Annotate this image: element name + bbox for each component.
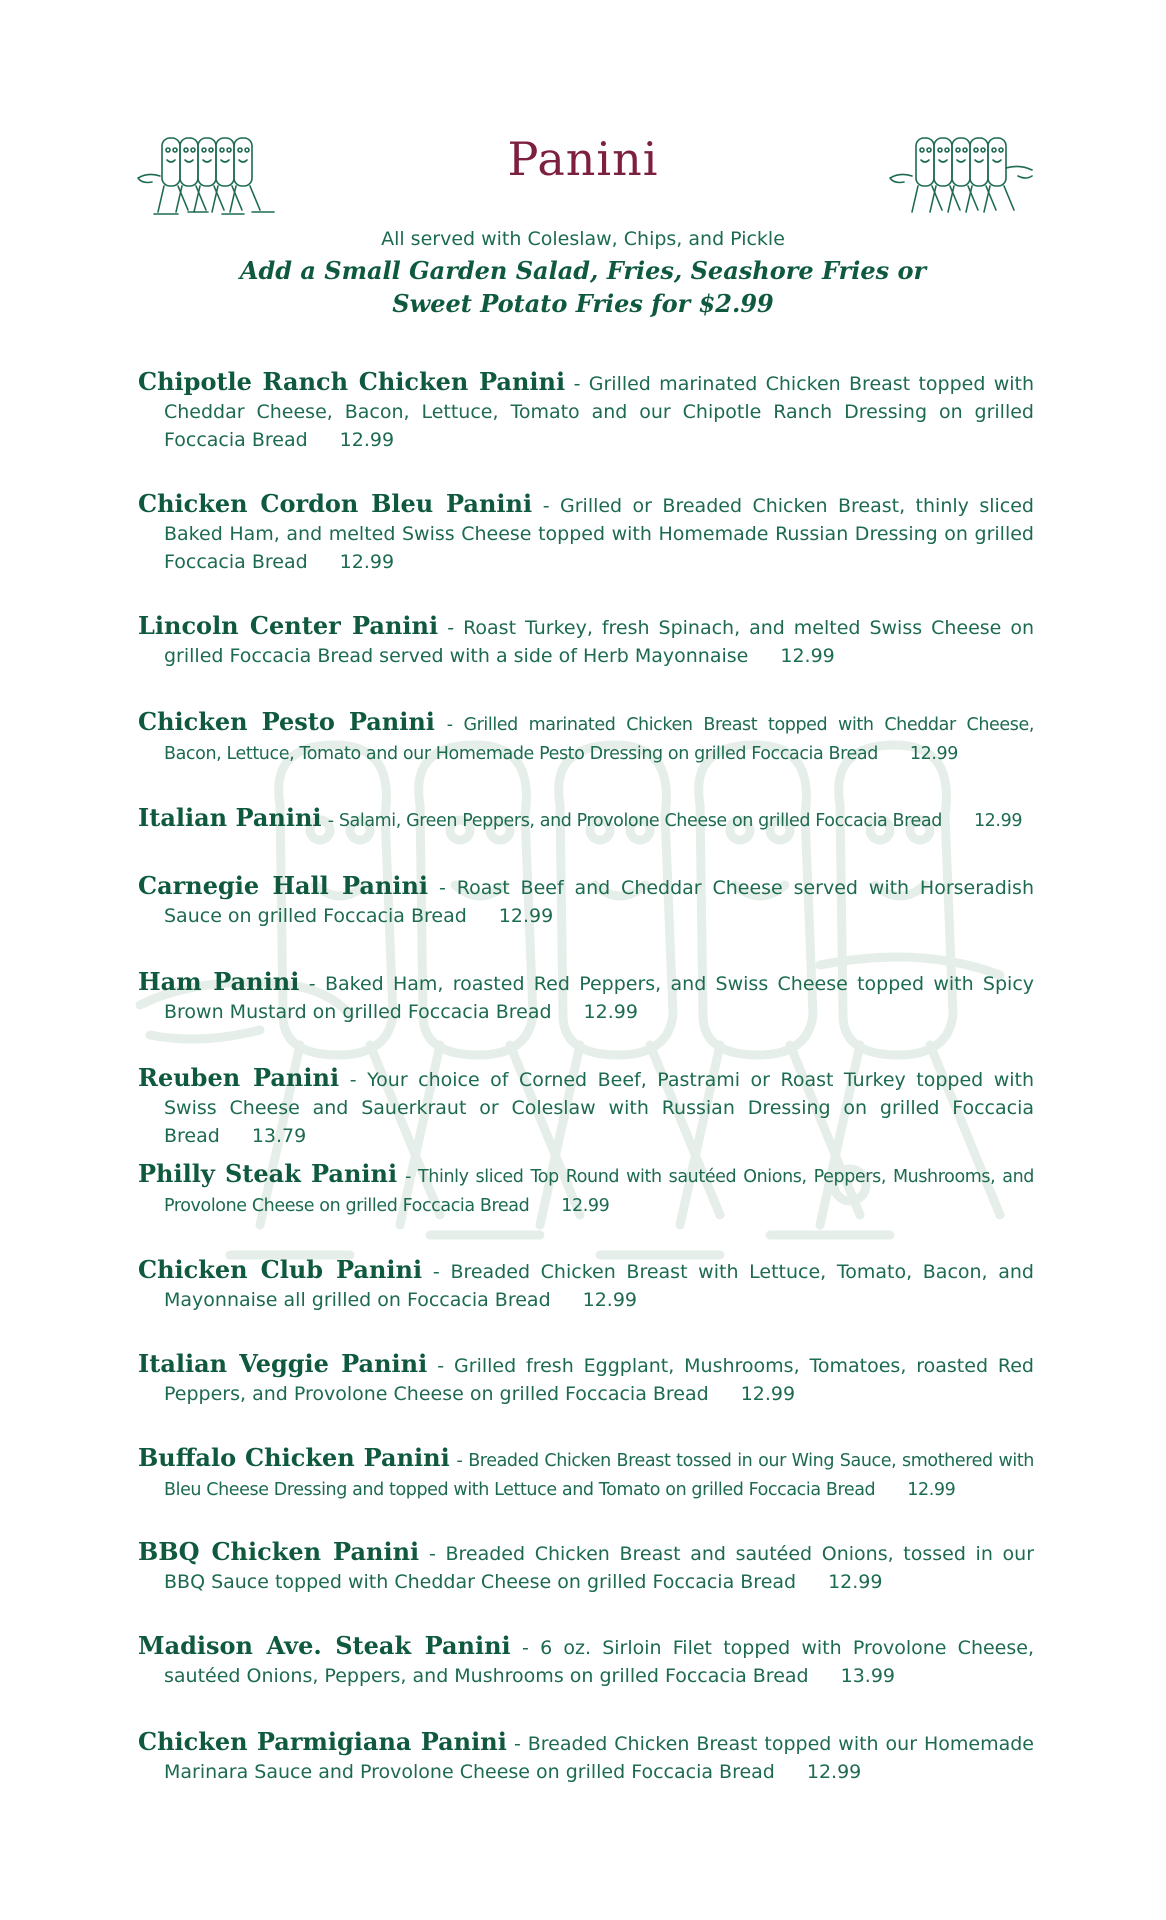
- menu-item-description: Grilled marinated Chicken Breast topped with Cheddar Cheese, Bacon, Lettuce, Tomato and our Homemade Pesto Dressing on grilled Foccacia Bread: [164, 715, 1035, 764]
- menu-item-name: Philly Steak Panini: [138, 1159, 398, 1188]
- menu-item-price: 12.99: [339, 429, 395, 451]
- menu-item-price: 12.99: [828, 1571, 883, 1593]
- menu-item-description: Your choice of Corned Beef, Pastrami or Roast Turkey topped with Swiss Cheese and Sauerkraut or Coleslaw with Russian Dressing on grilled Foccacia Bread: [164, 1069, 1034, 1147]
- menu-item: BBQ Chicken Panini - Breaded Chicken Breast and sautéed Onions, tossed in our BBQ Sauce topped with Cheddar Cheese on grilled Foccacia Bread 12.99: [138, 1537, 1035, 1593]
- menu-item-description: Roast Beef and Cheddar Cheese served with Horseradish Sauce on grilled Foccacia Bread: [164, 877, 1034, 927]
- menu-item-description: Thinly sliced Top Round with sautéed Onions, Peppers, Mushrooms, and Provolone Cheese on grilled Foccacia Bread: [164, 1167, 1035, 1216]
- menu-item: Chicken Cordon Bleu Panini - Grilled or Breaded Chicken Breast, thinly sliced Baked Ham, and melted Swiss Cheese topped with Homemade Russian Dressing on grilled Foccacia Bread 12.99: [138, 489, 1034, 573]
- menu-item-name: Chipotle Ranch Chicken Panini: [138, 367, 566, 396]
- menu-item: Buffalo Chicken Panini - Breaded Chicken Breast tossed in our Wing Sauce, smothered with Bleu Cheese Dressing and topped with Lettuce and Tomato on grilled Foccacia Bread 12.99: [138, 1443, 1034, 1500]
- menu-item-name: Italian Veggie Panini: [138, 1349, 428, 1378]
- menu-item-name: Chicken Pesto Panini: [138, 707, 435, 736]
- menu-item: Chicken Pesto Panini - Grilled marinated Chicken Breast topped with Cheddar Cheese, Bacon, Lettuce, Tomato and our Homemade Pesto Dressing on grilled Foccacia Bread 12.99: [138, 707, 1035, 764]
- menu-item-description: Grilled fresh Eggplant, Mushrooms, Tomatoes, roasted Red Peppers, and Provolone Cheese on grilled Foccacia Bread: [164, 1355, 1034, 1405]
- menu-item-price: 12.99: [907, 1480, 956, 1500]
- page-title: Panini: [507, 132, 659, 186]
- menu-item: Reuben Panini - Your choice of Corned Beef, Pastrami or Roast Turkey topped with Swiss Cheese and Sauerkraut or Coleslaw with Russian Dressing on grilled Foccacia Bread 13.79: [138, 1063, 1034, 1147]
- menu-item: Chipotle Ranch Chicken Panini - Grilled marinated Chicken Breast topped with Cheddar Cheese, Bacon, Lettuce, Tomato and our Chipotle Ranch Dressing on grilled Foccacia Bread 12.99: [138, 367, 1035, 451]
- menu-item-name: Buffalo Chicken Panini: [138, 1443, 450, 1472]
- menu-item-name: Ham Panini: [138, 967, 300, 996]
- menu-item-price: 12.99: [339, 551, 395, 573]
- menu-item-price: 13.79: [251, 1125, 307, 1147]
- menu-item: Madison Ave. Steak Panini - 6 oz. Sirloin Filet topped with Provolone Cheese, sautéed Onions, Peppers, and Mushrooms on grilled Foccacia Bread 13.99: [138, 1631, 1034, 1687]
- menu-item: Philly Steak Panini - Thinly sliced Top Round with sautéed Onions, Peppers, Mushrooms, and Provolone Cheese on grilled Foccacia Bread 12.99: [138, 1159, 1035, 1216]
- menu-item-description: Grilled marinated Chicken Breast topped with Cheddar Cheese, Bacon, Lettuce, Tomato and our Chipotle Ranch Dressing on grilled Foccacia Bread: [164, 373, 1035, 451]
- menu-item-price: 12.99: [582, 1289, 638, 1311]
- menu-item: Ham Panini - Baked Ham, roasted Red Peppers, and Swiss Cheese topped with Spicy Brown Mustard on grilled Foccacia Bread 12.99: [138, 967, 1035, 1023]
- menu-item: Carnegie Hall Panini - Roast Beef and Cheddar Cheese served with Horseradish Sauce on grilled Foccacia Bread 12.99: [138, 871, 1034, 927]
- menu-item-name: Chicken Club Panini: [138, 1255, 423, 1284]
- menu-item-description: 6 oz. Sirloin Filet topped with Provolone Cheese, sautéed Onions, Peppers, and Mushrooms on grilled Foccacia Bread: [164, 1637, 1034, 1687]
- menu-item-name: Reuben Panini: [138, 1063, 340, 1092]
- menu-item-price: 12.99: [740, 1383, 796, 1405]
- menu-item-description: Breaded Chicken Breast and sautéed Onions, tossed in our BBQ Sauce topped with Cheddar Cheese on grilled Foccacia Bread: [164, 1543, 1035, 1593]
- menu-item-description: Baked Ham, roasted Red Peppers, and Swiss Cheese topped with Spicy Brown Mustard on grilled Foccacia Bread: [164, 973, 1035, 1023]
- menu-item: Lincoln Center Panini - Roast Turkey, fresh Spinach, and melted Swiss Cheese on grilled Foccacia Bread served with a side of Herb Mayonnaise 12.99: [138, 611, 1034, 667]
- menu-item-name: Chicken Cordon Bleu Panini: [138, 489, 533, 518]
- addon-offer-line-2: Sweet Potato Fries for $2.99: [392, 289, 774, 318]
- menu-item-name: Italian Panini: [138, 803, 322, 832]
- menu-item-name: Lincoln Center Panini: [138, 611, 439, 640]
- menu-item-price: 12.99: [909, 744, 959, 764]
- menu-item-name: Carnegie Hall Panini: [138, 871, 429, 900]
- menu-item: Italian Veggie Panini - Grilled fresh Eggplant, Mushrooms, Tomatoes, roasted Red Peppers, and Provolone Cheese on grilled Foccacia Bread 12.99: [138, 1349, 1034, 1405]
- menu-item: Chicken Club Panini - Breaded Chicken Breast with Lettuce, Tomato, Bacon, and Mayonnaise all grilled on Foccacia Bread 12.99: [138, 1255, 1034, 1311]
- menu-item-price: 12.99: [806, 1761, 862, 1783]
- menu-item-price: 12.99: [780, 645, 835, 667]
- menu-item-description: Breaded Chicken Breast topped with our Homemade Marinara Sauce and Provolone Cheese on grilled Foccacia Bread: [164, 1733, 1034, 1783]
- menu-item-description: Breaded Chicken Breast with Lettuce, Tomato, Bacon, and Mayonnaise all grilled on Foccacia Bread: [164, 1261, 1034, 1311]
- menu-item-description: Grilled or Breaded Chicken Breast, thinly sliced Baked Ham, and melted Swiss Cheese topped with Homemade Russian Dressing on grilled Foccacia Bread: [164, 495, 1034, 573]
- menu-item-price: 13.99: [840, 1665, 896, 1687]
- menu-item-description: Roast Turkey, fresh Spinach, and melted Swiss Cheese on grilled Foccacia Bread served with a side of Herb Mayonnaise: [164, 617, 1034, 667]
- served-with-note: All served with Coleslaw, Chips, and Pickle: [381, 228, 785, 250]
- menu-item-price: 12.99: [583, 1001, 638, 1023]
- menu-item: Chicken Parmigiana Panini - Breaded Chicken Breast topped with our Homemade Marinara Sauce and Provolone Cheese on grilled Foccacia Bread 12.99: [138, 1727, 1034, 1783]
- menu-item-name: Chicken Parmigiana Panini: [138, 1727, 507, 1756]
- menu-item: Italian Panini - Salami, Green Peppers, and Provolone Cheese on grilled Foccacia Bread 12.99: [138, 803, 1023, 832]
- addon-offer: [183, 254, 983, 320]
- menu-item-price: 12.99: [498, 905, 554, 927]
- menu-item-description: Salami, Green Peppers, and Provolone Cheese on grilled Foccacia Bread: [338, 811, 942, 831]
- menu-item-description: Breaded Chicken Breast tossed in our Wing Sauce, smothered with Bleu Cheese Dressing and topped with Lettuce and Tomato on grilled Foccacia Bread: [164, 1451, 1034, 1500]
- menu-item-price: 12.99: [561, 1196, 610, 1216]
- menu-item-name: BBQ Chicken Panini: [138, 1537, 420, 1566]
- addon-offer-line-1: Add a Small Garden Salad, Fries, Seashore Fries or: [239, 256, 927, 285]
- menu-item-name: Madison Ave. Steak Panini: [138, 1631, 511, 1660]
- menu-item-price: 12.99: [973, 811, 1023, 831]
